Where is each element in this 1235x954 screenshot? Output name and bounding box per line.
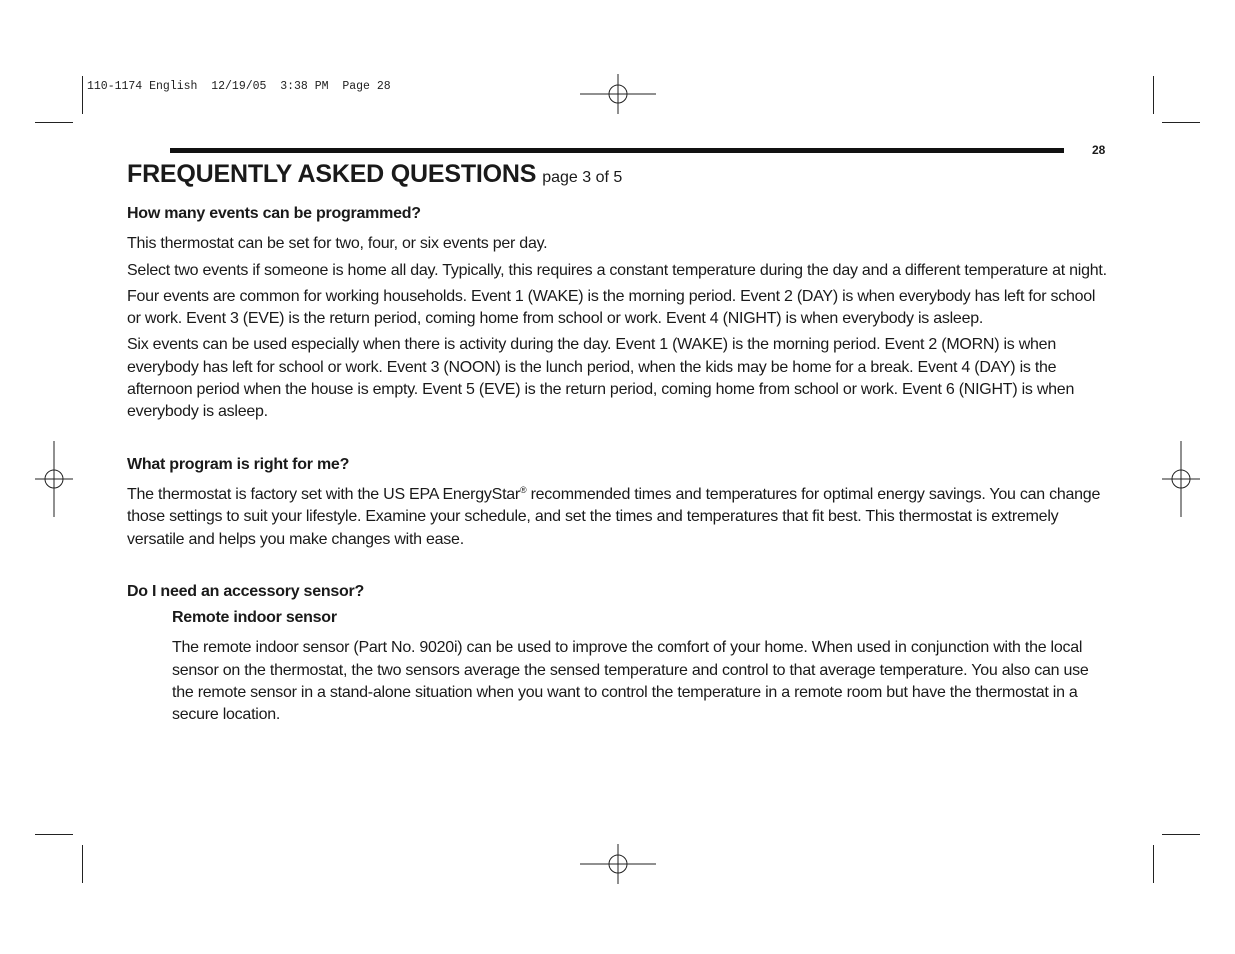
crop-mark-bottom-left-horizontal [35, 834, 73, 835]
registration-mark-icon [580, 74, 656, 114]
page-title-text: FREQUENTLY ASKED QUESTIONS [127, 160, 537, 188]
faq-answer-paragraph: Six events can be used especially when there is activity during the day. Event 1 (WAKE) is the morning period. Event 2 (MORN) is when everybody has left for school or work. Event 3 (NOON) is the lunch period, when the kids may be home for a break. Event 4 (DAY) is the afternoon period when the house is empty. Event 5 (EVE) is the return period, coming home from school or work. Event 6 (NIGHT) is when everybody is asleep. [127, 336, 1075, 421]
page-title [127, 160, 622, 189]
faq-answer-paragraph [127, 484, 1112, 551]
crop-mark-bottom-right-horizontal [1162, 834, 1200, 835]
registration-mark-icon [1162, 441, 1200, 517]
faq-answer-paragraph: Four events are common for working households. Event 1 (WAKE) is the morning period. Event 2 (DAY) is when everybody has left for school or work. Event 3 (EVE) is the return period, coming home from school or work. Event 4 (NIGHT) is when everybody is asleep. [127, 287, 1096, 328]
faq-answer-paragraph: This thermostat can be set for two, four, or six events per day. [127, 235, 548, 253]
page-number: 28 [1092, 143, 1106, 157]
answer-text: recommended times and temperatures for optimal energy savings. You can change those settings to suit your lifestyle. Examine your schedule, and set the times and temperatures that fit best. This thermostat is extremely versatile and helps you make changes with ease. [127, 485, 1101, 548]
faq-question: What program is right for me? [127, 455, 350, 473]
section-spacer [127, 555, 1112, 581]
crop-mark-top-right-vertical [1153, 76, 1154, 114]
faq-subheading: Remote indoor sensor [172, 609, 337, 627]
crop-mark-bottom-left-vertical [82, 845, 83, 883]
section-spacer [127, 428, 1112, 454]
faq-content [127, 203, 1112, 731]
faq-question: How many events can be programmed? [127, 205, 421, 222]
print-slug: 110-1174 English 12/19/05 3:38 PM Page 28 [87, 80, 391, 93]
page-subtitle: page 3 of 5 [542, 169, 623, 186]
crop-mark-top-left-horizontal [35, 122, 73, 123]
registered-mark: ® [519, 484, 527, 495]
answer-text: The thermostat is factory set with the US EPA EnergyStar [127, 485, 520, 503]
faq-answer-paragraph: The remote indoor sensor (Part No. 9020i) can be used to improve the comfort of your home. When used in conjunction with the local sensor on the thermostat, the two sensors average the sensed temperature and control to that average temperature. You also can use the remote sensor in a stand-alone situation when you want to control the temperature in a remote room but have the thermostat in a secure location. [172, 639, 1089, 724]
crop-mark-top-left-vertical [82, 76, 83, 114]
faq-answer-paragraph: Select two events if someone is home all day. Typically, this requires a constant temperature during the day and a different temperature at night. [127, 261, 1107, 279]
registration-mark-icon [35, 441, 73, 517]
faq-question: Do I need an accessory sensor? [127, 582, 365, 600]
registration-mark-icon [580, 844, 656, 884]
crop-mark-top-right-horizontal [1162, 122, 1200, 123]
header-rule [170, 148, 1064, 153]
crop-mark-bottom-right-vertical [1153, 845, 1154, 883]
